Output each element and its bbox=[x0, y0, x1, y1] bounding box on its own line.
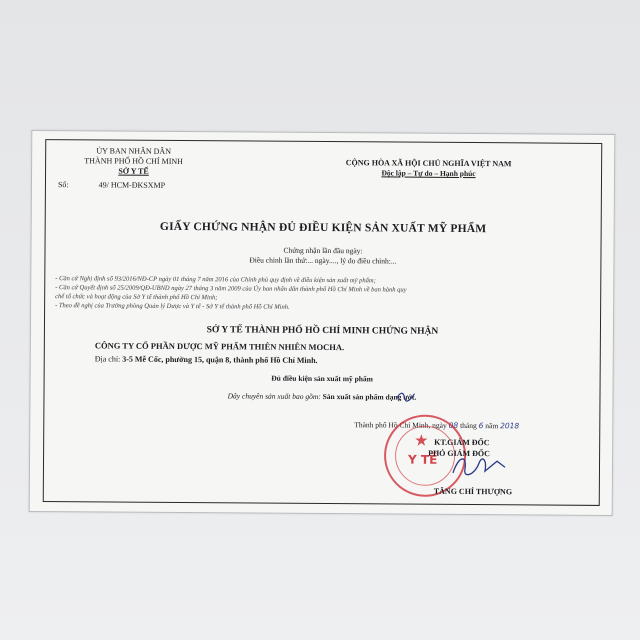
legal-basis-2: - Căn cứ Quyết định số 25/2009/QĐ-UBND ngày 27 tháng 3 năm 2009 của Ủy ban nhân dân thành phố Hồ Chí Minh về ban hành quy bbox=[55, 284, 407, 294]
legal-basis-3: chế tổ chức và hoạt động của Sở Y tế thành phố Hồ Chí Minh; bbox=[55, 293, 218, 302]
issuer-line-3: SỞ Y TẾ bbox=[118, 166, 149, 176]
adjustment-line: Điều chỉnh lần thứ:... ngày...., lý do điều chỉnh:... bbox=[249, 255, 397, 266]
first-certification-date: Chứng nhận lần đầu ngày: bbox=[283, 245, 363, 256]
date-year: 2018 bbox=[500, 421, 520, 431]
document-number bbox=[58, 180, 165, 190]
date-day: 08 bbox=[448, 420, 459, 430]
legal-basis-1: - Căn cứ Nghị định số 93/2016/NĐ-CP ngày 01 tháng 7 năm 2016 của Chính phủ quy định về điều kiện sản xuất mỹ phẩm; bbox=[55, 275, 376, 285]
legal-basis-4: - Theo đề nghị của Trưởng phòng Quản lý Dược và Y tế - Sở Y tế thành phố Hồ Chí Minh. bbox=[55, 302, 290, 311]
date-year-label: năm bbox=[485, 421, 499, 431]
stamp-text: Y TẾ bbox=[407, 452, 438, 467]
national-title: CỘNG HÒA XÃ HỘI CHỦ NGHĨA VIỆT NAM bbox=[345, 158, 512, 169]
production-lines-label: Dây chuyền sản xuất bao gồm: bbox=[227, 391, 321, 401]
company-address bbox=[95, 354, 318, 365]
issuer-line-2: THÀNH PHỐ HỒ CHÍ MINH bbox=[84, 156, 183, 167]
signature-title-1: KT.GIÁM ĐỐC bbox=[434, 437, 490, 448]
national-motto: Độc lập – Tự do – Hạnh phúc bbox=[381, 168, 476, 179]
handwritten-initial-icon bbox=[394, 390, 416, 404]
address-label: Địa chỉ: bbox=[94, 354, 121, 364]
handwritten-signature-icon bbox=[449, 449, 509, 483]
signer-name: TĂNG CHÍ THƯỢNG bbox=[433, 486, 513, 497]
issuer-line-1: ỦY BAN NHÂN DÂN bbox=[96, 146, 172, 156]
company-name: CÔNG TY CỔ PHẦN DƯỢC MỸ PHẨM THIÊN NHIÊN MOCHA. bbox=[94, 340, 345, 353]
national-header bbox=[336, 158, 521, 179]
document-title: GIẤY CHỨNG NHẬN ĐỦ ĐIỀU KIỆN SẢN XUẤT MỸ PHẨM bbox=[159, 220, 487, 236]
signature-title-2: PHÓ GIÁM ĐỐC bbox=[428, 448, 490, 459]
date-month-label: tháng bbox=[460, 420, 477, 431]
production-lines bbox=[44, 390, 599, 403]
issuer-header bbox=[76, 146, 191, 177]
stamp-star-icon: ★ bbox=[414, 430, 429, 450]
qualification-statement: Đủ điều kiện sản xuất mỹ phẩm bbox=[271, 373, 373, 384]
document-number-value: 49/ HCM-ĐKSXMP bbox=[98, 180, 166, 190]
document-number-label: Số: bbox=[57, 180, 69, 190]
address-value: 3-5 Mễ Cốc, phường 15, quận 8, thành phố Hồ Chí Minh. bbox=[122, 354, 318, 365]
certificate-document bbox=[29, 130, 616, 516]
production-lines-value: Sản xuất sản phẩm dạng ướt. bbox=[322, 392, 417, 402]
certificate-border bbox=[43, 139, 603, 506]
date-month: 6 bbox=[478, 421, 484, 431]
date-prefix: Thành phố Hồ Chí Minh, ngày bbox=[354, 420, 447, 430]
certifier-heading: SỞ Y TẾ THÀNH PHỐ HỒ CHÍ MINH CHỨNG NHẬN bbox=[206, 325, 439, 337]
